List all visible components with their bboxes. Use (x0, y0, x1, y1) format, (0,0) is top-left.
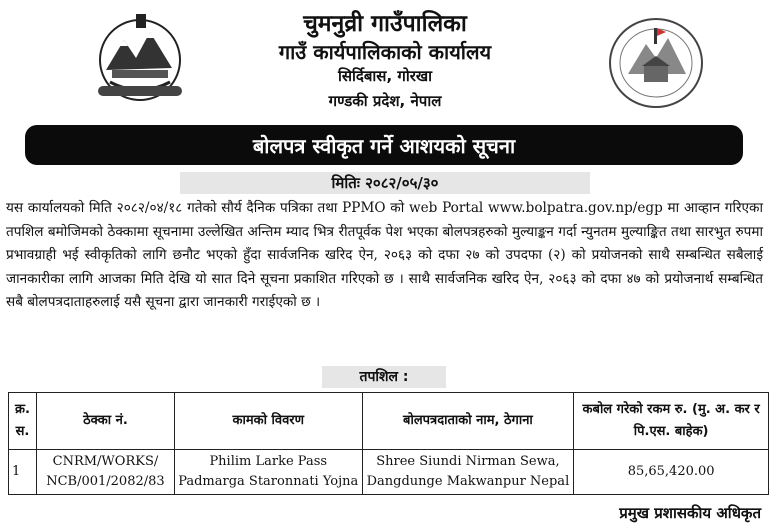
municipality-seal-logo (606, 16, 706, 110)
notice-body-text: यस कार्यालयको मिति २०८२/०४/१८ गतेको सौर्य दैनिक पत्रिका तथा PPMO को web Portal www.bolpatra.gov.np/egp मा आव्हान गरिएका तपशिल बमोजिमको ठेक्कामा सूचनामा उल्लेखित अन्तिम म्याद भित्र रीतपूर्वक पेश भएका बोलपत्रहरुको मुल्याङ्कन गर्दा न्युनतम मुल्याङ्कित तथा सारभुत रुपमा प्रभावग्राही भई स्वीकृतिको लागि छनौट भएको हुँदा सार्वजनिक खरिद ऐन, २०६३ को दफा २७ को उपदफा (२) को प्रयोजनको साथै सम्बन्धित सबैलाई जानकारीका लागि आजका मिति देखि यो सात दिने सूचना प्रकाशित गरिएको छ । साथै सार्वजनिक खरिद ऐन, २०६३ को दफा ४७ को प्रयोजनार्थ सम्बन्धित सबै बोलपत्रदाताहरुलाई यसै सूचना द्वारा जानकारी गराईएको छ । (6, 200, 763, 310)
signatory-title: प्रमुख प्रशासकीय अधिकृत (619, 504, 761, 522)
bid-details-table (8, 392, 769, 495)
notice-title-banner: बोलपत्र स्वीकृत गर्ने आशयको सूचना (25, 125, 743, 165)
nepal-emblem-logo (92, 10, 188, 106)
details-heading: तपशिल : (322, 366, 446, 388)
cell-amount: 85,65,420.00 (574, 450, 769, 495)
province-country: गण्डकी प्रदेश, नेपाल (328, 92, 442, 110)
col-contract-header: ठेक्का नं. (36, 393, 174, 450)
cell-serial: 1 (9, 450, 37, 495)
table-header-row (9, 393, 769, 450)
col-work-header: कामको विवरण (174, 393, 362, 450)
notice-date: मितिः २०८२/०५/३० (180, 172, 590, 194)
cell-bidder: Shree Siundi Nirman Sewa, Dangdunge Makwanpur Nepal (362, 450, 574, 495)
col-serial-header: क्र. स. (9, 393, 37, 450)
cell-contract: CNRM/WORKS/ NCB/001/2082/83 (36, 450, 174, 495)
office-name: गाउँ कार्यपालिकाको कार्यालय (278, 40, 492, 64)
municipality-name: चुमनुव्री गाउँपालिका (303, 11, 467, 37)
office-location: सिर्दिबास, गोरखा (337, 67, 432, 85)
col-amount-header: कबोल गरेको रकम रु. (मु. अ. कर र पि.एस. बाहेक) (574, 393, 769, 450)
col-bidder-header: बोलपत्रदाताको नाम, ठेगाना (362, 393, 574, 450)
cell-work: Philim Larke Pass Padmarga Staronnati Yojna (174, 450, 362, 495)
table-row (9, 450, 769, 495)
